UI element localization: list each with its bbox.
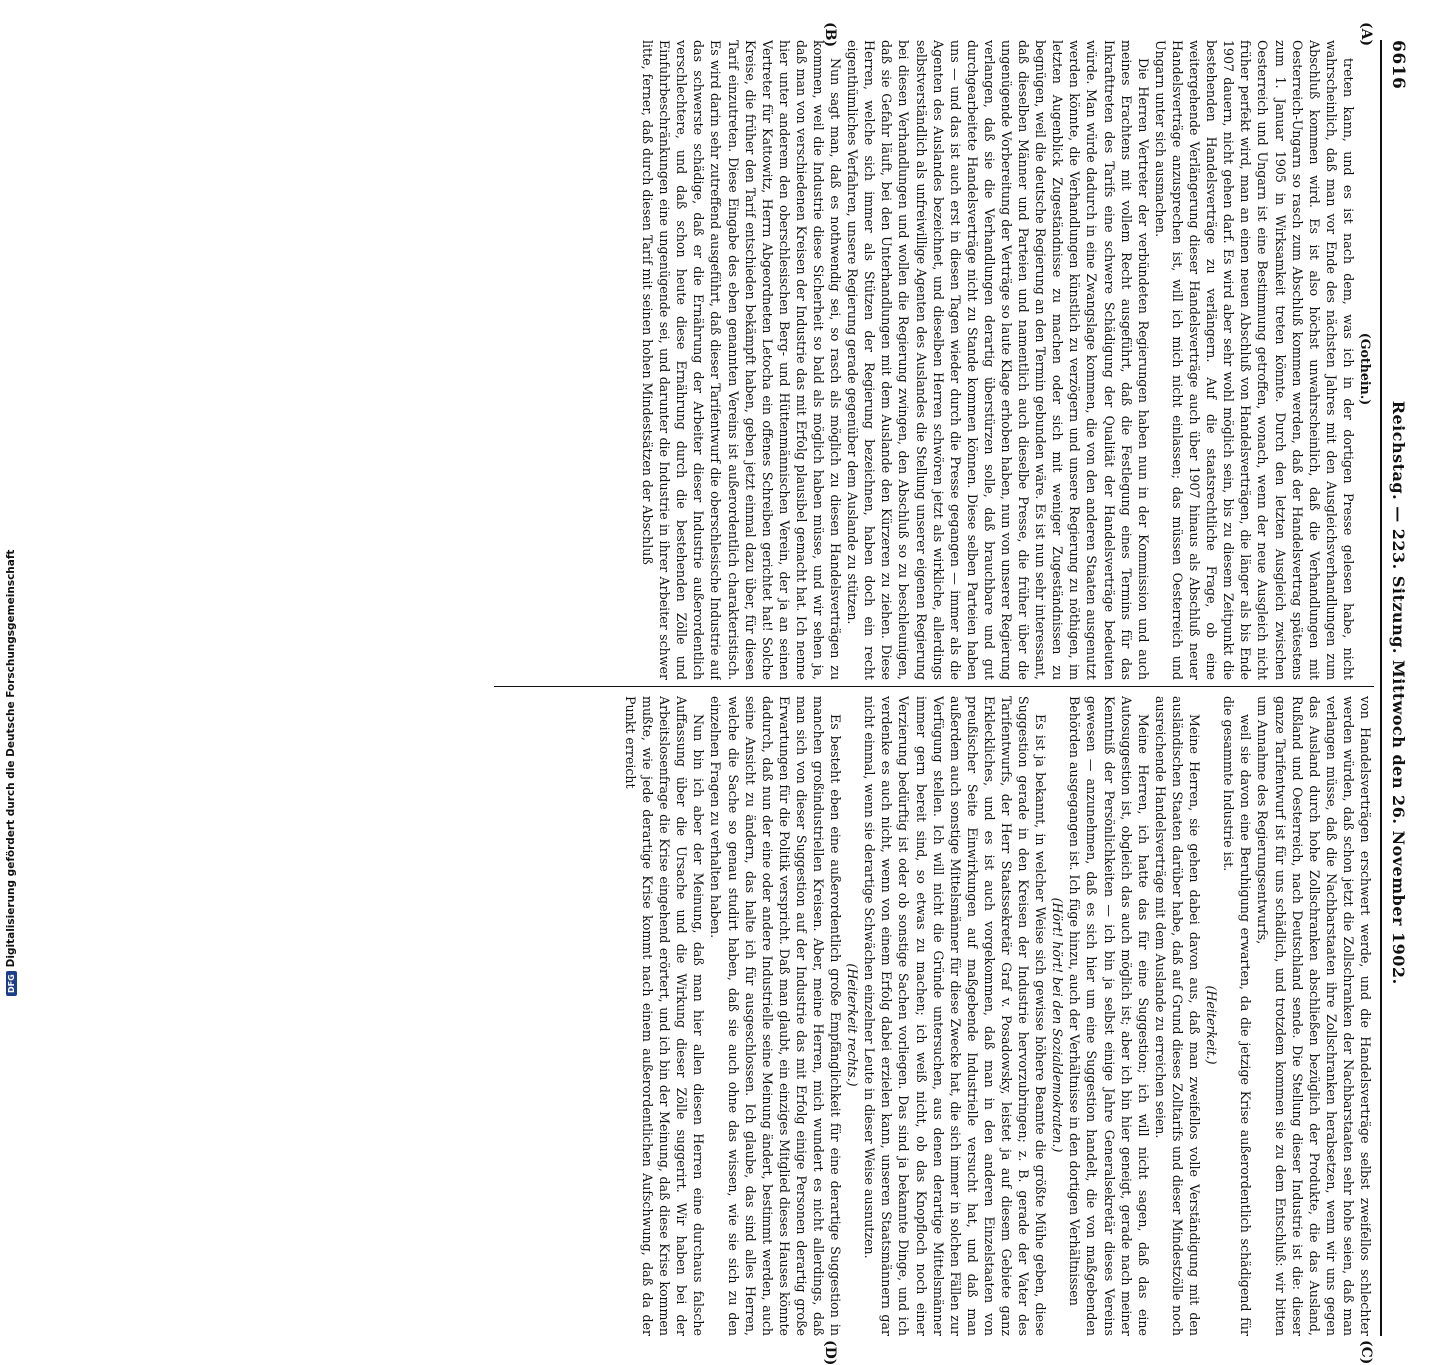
footer-credit xyxy=(2,549,20,996)
margin-letter-a: (A) xyxy=(1358,22,1374,47)
page-number: 6616 xyxy=(1388,40,1408,90)
column-divider xyxy=(494,686,1374,687)
speaker-name: (Gothein.) xyxy=(1358,332,1373,406)
paragraph: Die Herren Vertreter der verbündeten Regierungen haben nun in der Kommission und auch meines Erachtens mit vollem Recht ausgeführt, daß die Festlegung eines Termins für das Inkrafttreten des Tarifs eine schwere Schädigung der Qualität der Handelsverträge bedeuten würde. Man würde dadurch in eine Zwangslage kommen, die von den anderen Staaten ausgenutzt werden könnte, die Verhandlungen künstlich zu verzögern und unsere Regierung zu nöthigen, im letzten Augenblick Zugeständnisse zu machen oder sich mit weniger Zugeständnissen zu begnügen, weil die deutsche Regierung an den Termin gebunden wäre. Es ist nun sehr interessant, daß dieselben Männer und Parteien und namentlich auch dieselbe Presse, die früher über die ungenügende Vorbereitung der Verträge so laute Klage erhoben haben, nun von unserer Regierung verlangen, daß sie die Verhandlungen derartig überstürzen solle, daß brauchbare und gut durchgearbeitete Handelsverträge nicht zu Stande kommen können. Diese selben Parteien haben uns — und das ist auch erst in diesen Tagen wieder durch die Presse gegangen — immer als die Agenten des Auslandes bezeichnet, und dieselben Herren schwören jetzt als wirkliche, allerdings selbstverständlich als unfreiwillige Agenten des Auslandes die Stellung unserer eigenen Regierung bei diesen Verhandlungen und wollen die Regierung zwingen, den Abschluß so zu beschleunigen, daß sie Gefahr läuft, bei den Unterhandlungen mit dem Auslande den Kürzeren zu ziehen. Diese Herren, welche sich immer als Stützen der Regierung bezeichnen, haben doch ein recht eigenthümliches Verfahren, unsere Regierung gerade gegenüber dem Auslande zu stützen. xyxy=(845,40,1151,680)
interjection: (Heiterkeit.) xyxy=(1204,985,1220,1065)
header-rule xyxy=(1380,40,1382,1336)
paragraph: Meine Herren, ich hatte das für eine Suggestion; ich will nicht sagen, daß das eine Autosuggestion ist, obgleich das auch möglich ist; aber ich bin hier geneigt, gerade nach meiner Kenntniß der Persönlichkeiten — ich bin ja selbst einige Jahre Generalsekretär dieses Vereins gewesen — anzunehmen, daß es sich hier um eine Suggestion handelt, die von maßgebenden Behörden ausgegangen ist. Ich füge hinzu, auch der Verhältnisse in den dortigen Verhältnissen xyxy=(1067,696,1151,1336)
running-head xyxy=(1388,40,1408,1336)
paragraph: von Handelsverträgen erschwert werde, und die Handelsverträge selbst zweifellos schlechter werden würden, daß schon jetzt die Zollschranken der Nachbarstaaten sehr hohe seien, daß man verlangen müsse, daß die Nachbarstaaten ihre Zollschranken herabsetzen, wenn wir uns gegen das Ausland durch hohe Zollschranken abschließen bezüglich der Produkte, die das Ausland, Rußland und Oesterreich, nach Deutschland sende. Die Stellung dieser Industrie ist die: dieser ganze Tarifentwurf ist für uns schädlich, und trotzdem kommen sie zu dem Entschluß: wir bitten um Annahme des Regierungsentwurfs, xyxy=(1255,696,1373,1336)
paragraph: Meine Herren, sie gehen dabei davon aus, daß man zweifellos volle Verständigung mit den ausländischen Staaten darüber habe, daß auf Grund dieses Zolltarifs und dieser Mindestzölle noch ausreichende Handelsverträge mit dem Auslande zu erreichen seien. xyxy=(1152,696,1203,1336)
margin-letter-b: (B) xyxy=(822,22,838,48)
paragraph: Nun bin ich aber der Meinung, daß man hier allen diesen Herren eine durchaus falsche Auffassung über die Ursache und die Wirkung dieser Zölle suggerirt. Wir haben bei der Arbeitslosenfrage die Krise eingehend erörtert, und ich bin der Meinung, daß diese Krise kommen mußte, wie jede derartige Krise kommt nach einem außerordentlichen Aufschwung, daß da der Punkt erreicht xyxy=(622,696,707,1336)
page-title: Reichstag. — 223. Sitzung. Mittwoch den 26. November 1902. xyxy=(1389,400,1408,985)
interjection: (Hört! hört! bei den Sozialdemokraten.) xyxy=(1050,897,1066,1153)
paragraph: Es besteht eben eine außerordentlich große Empfänglichkeit für eine derartige Suggestion in manchen großindustriellen Kreisen. Aber, meine Herren, mich wundert es nicht allerdings, daß man sich von dieser Suggestion auf der Industrie das mit Erfolg einige Personen derartig große Erwartungen für die Politik verspricht. Daß man glaubt, ein einziges Mitglied dieses Hauses könnte dadurch, daß nun der eine oder andere Industrielle seine Meinung ändert, bestimmt werden, auch seine Ansicht zu ändern, das halte ich für ausgeschlossen. Ich glaube, das sind alles Herren, welche die Sache so genau studirt haben, daß sie auch ohne das wissen, wie sie sich zu den einzelnen Fragen zu verhalten haben. xyxy=(708,696,844,1336)
paragraph: weil sie davon eine Beruhigung erwarten, da die jetzige Krise außerordentlich schädigend für die gesammte Industrie ist. xyxy=(1221,696,1254,1336)
paragraph: treten kann, und es ist nach dem, was ich in der dortigen Presse gelesen habe, nicht wahrscheinlich, daß man vor Ende des nächsten Jahres mit den Ausgleichsverhandlungen zum Abschluß kommen wird. Es ist also höchst unwahrscheinlich, daß die Verhandlungen mit Oesterreich-Ungarn so rasch zum Abschluß kommen werden, daß der Handelsvertrag spätestens zum 1. Januar 1905 in Wirksamkeit treten könnte. Durch den letzten Ausgleich zwischen Oesterreich und Ungarn ist eine Bestimmung getroffen, wonach, wenn der neue Ausgleich nicht früher perfekt wird, man an einen neuen Abschluß von Handelsverträgen, die länger als bis Ende 1907 dauern, nicht gehen darf. Es wird aber sehr wohl möglich sein, bis zu diesem Zeitpunkt die bestehenden Handelsverträge zu verlängern. Auf die staatsrechtliche Frage, ob eine weitergehende Verlängerung dieser Handelsverträge auch über 1907 hinaus als Abschluß neuer Handelsverträge anzusprechen ist, will ich mich nicht einlassen; das müssen Oesterreich und Ungarn unter sich ausmachen. xyxy=(1152,40,1356,680)
margin-letter-c: (C) xyxy=(1358,1340,1374,1365)
margin-letter-d: (D) xyxy=(822,1340,838,1365)
interjection: (Heiterkeit rechts.) xyxy=(845,963,861,1087)
paragraph: Nun sagt man, daß es nothwendig sei, so rasch als möglich zu diesen Handelsverträgen zu kommen, weil die Industrie diese Sicherheit so bald als möglich haben müsse, und wir sehen ja, daß man von verschiedenen Kreisen der Industrie das mit Erfolg plausibel gemacht hat. Ich nenne hier unter anderem den oberschlesischen Berg- und Hüttenmännischen Verein, der ja an seinen Vertreter für Kattowitz, Herrn Abgeordneten Letocha ein offenes Schreiben gerichtet hat! Solche Kreise, die früher den Tarif entschieden bekämpft haben, geben jetzt einmal dazu über, für diesen Tarif einzutreten. Diese Eingabe des eben genannten Vereins ist außerordentlich charakteristisch. Es wird darin sehr zutreffend ausgeführt, daß dieser Tarifentwurf die oberschlesische Industrie auf das schwerste schädige, daß er die Ernährung der Arbeiter dieser Industrie außerordentlich verschlechtere, und daß schon heute diese Ernährung durch die bestehenden Zölle und Einfuhrbeschränkungen eine ungenügende sei, und darunter die Industrie in ihrer Arbeiter schwer litte, ferner, daß durch diesen Tarif mit seinen hohen Mindestsätzen der Abschluß xyxy=(640,40,844,680)
paragraph: Es ist ja bekannt, in welcher Weise sich gewisse höhere Beamte die größte Mühe geben, diese Suggestion gerade in den Kreisen der Industrie hervorzubringen; z. B. gerade der Vater des Tarifentwurfs, der Herr Staatssekretär Graf v. Posadowsky, leistet ja auf diesem Gebiete ganz Erkleckliches, und es ist auch vorgekommen, daß man in den anderen Einzelstaaten von preußischer Seite Einwirkungen auf maßgebende Industrielle versucht hat, und daß man außerdem auch sonstige Mittelsmänner für diese Zwecke hat, die sich immer in solchen Fällen zur Verfügung stellen. Ich will nicht die Gründe untersuchen, aus denen derartige Mittelsmänner immer gern bereit sind, so etwas zu machen; ich weiß nicht, ob das Knopfloch noch einer Verzierung bedürftig ist oder ob sonstige Sachen vorliegen. Das sind ja bekannte Dinge, und ich verdenke es auch nicht, wenn von einem Erfolg dabei erzielen kann, unseren Staatsmännern gar nicht einmal, wenn sie derartige Schwächen einzelner Leute in dieser Weise ausnutzen. xyxy=(862,696,1049,1336)
footer-text: Digitalisierung gefördert durch die Deutsche Forschungsgemeinschaft xyxy=(5,549,17,968)
left-column xyxy=(494,40,1374,680)
right-column xyxy=(494,696,1374,1336)
dfg-logo-icon: DFG xyxy=(6,971,17,996)
